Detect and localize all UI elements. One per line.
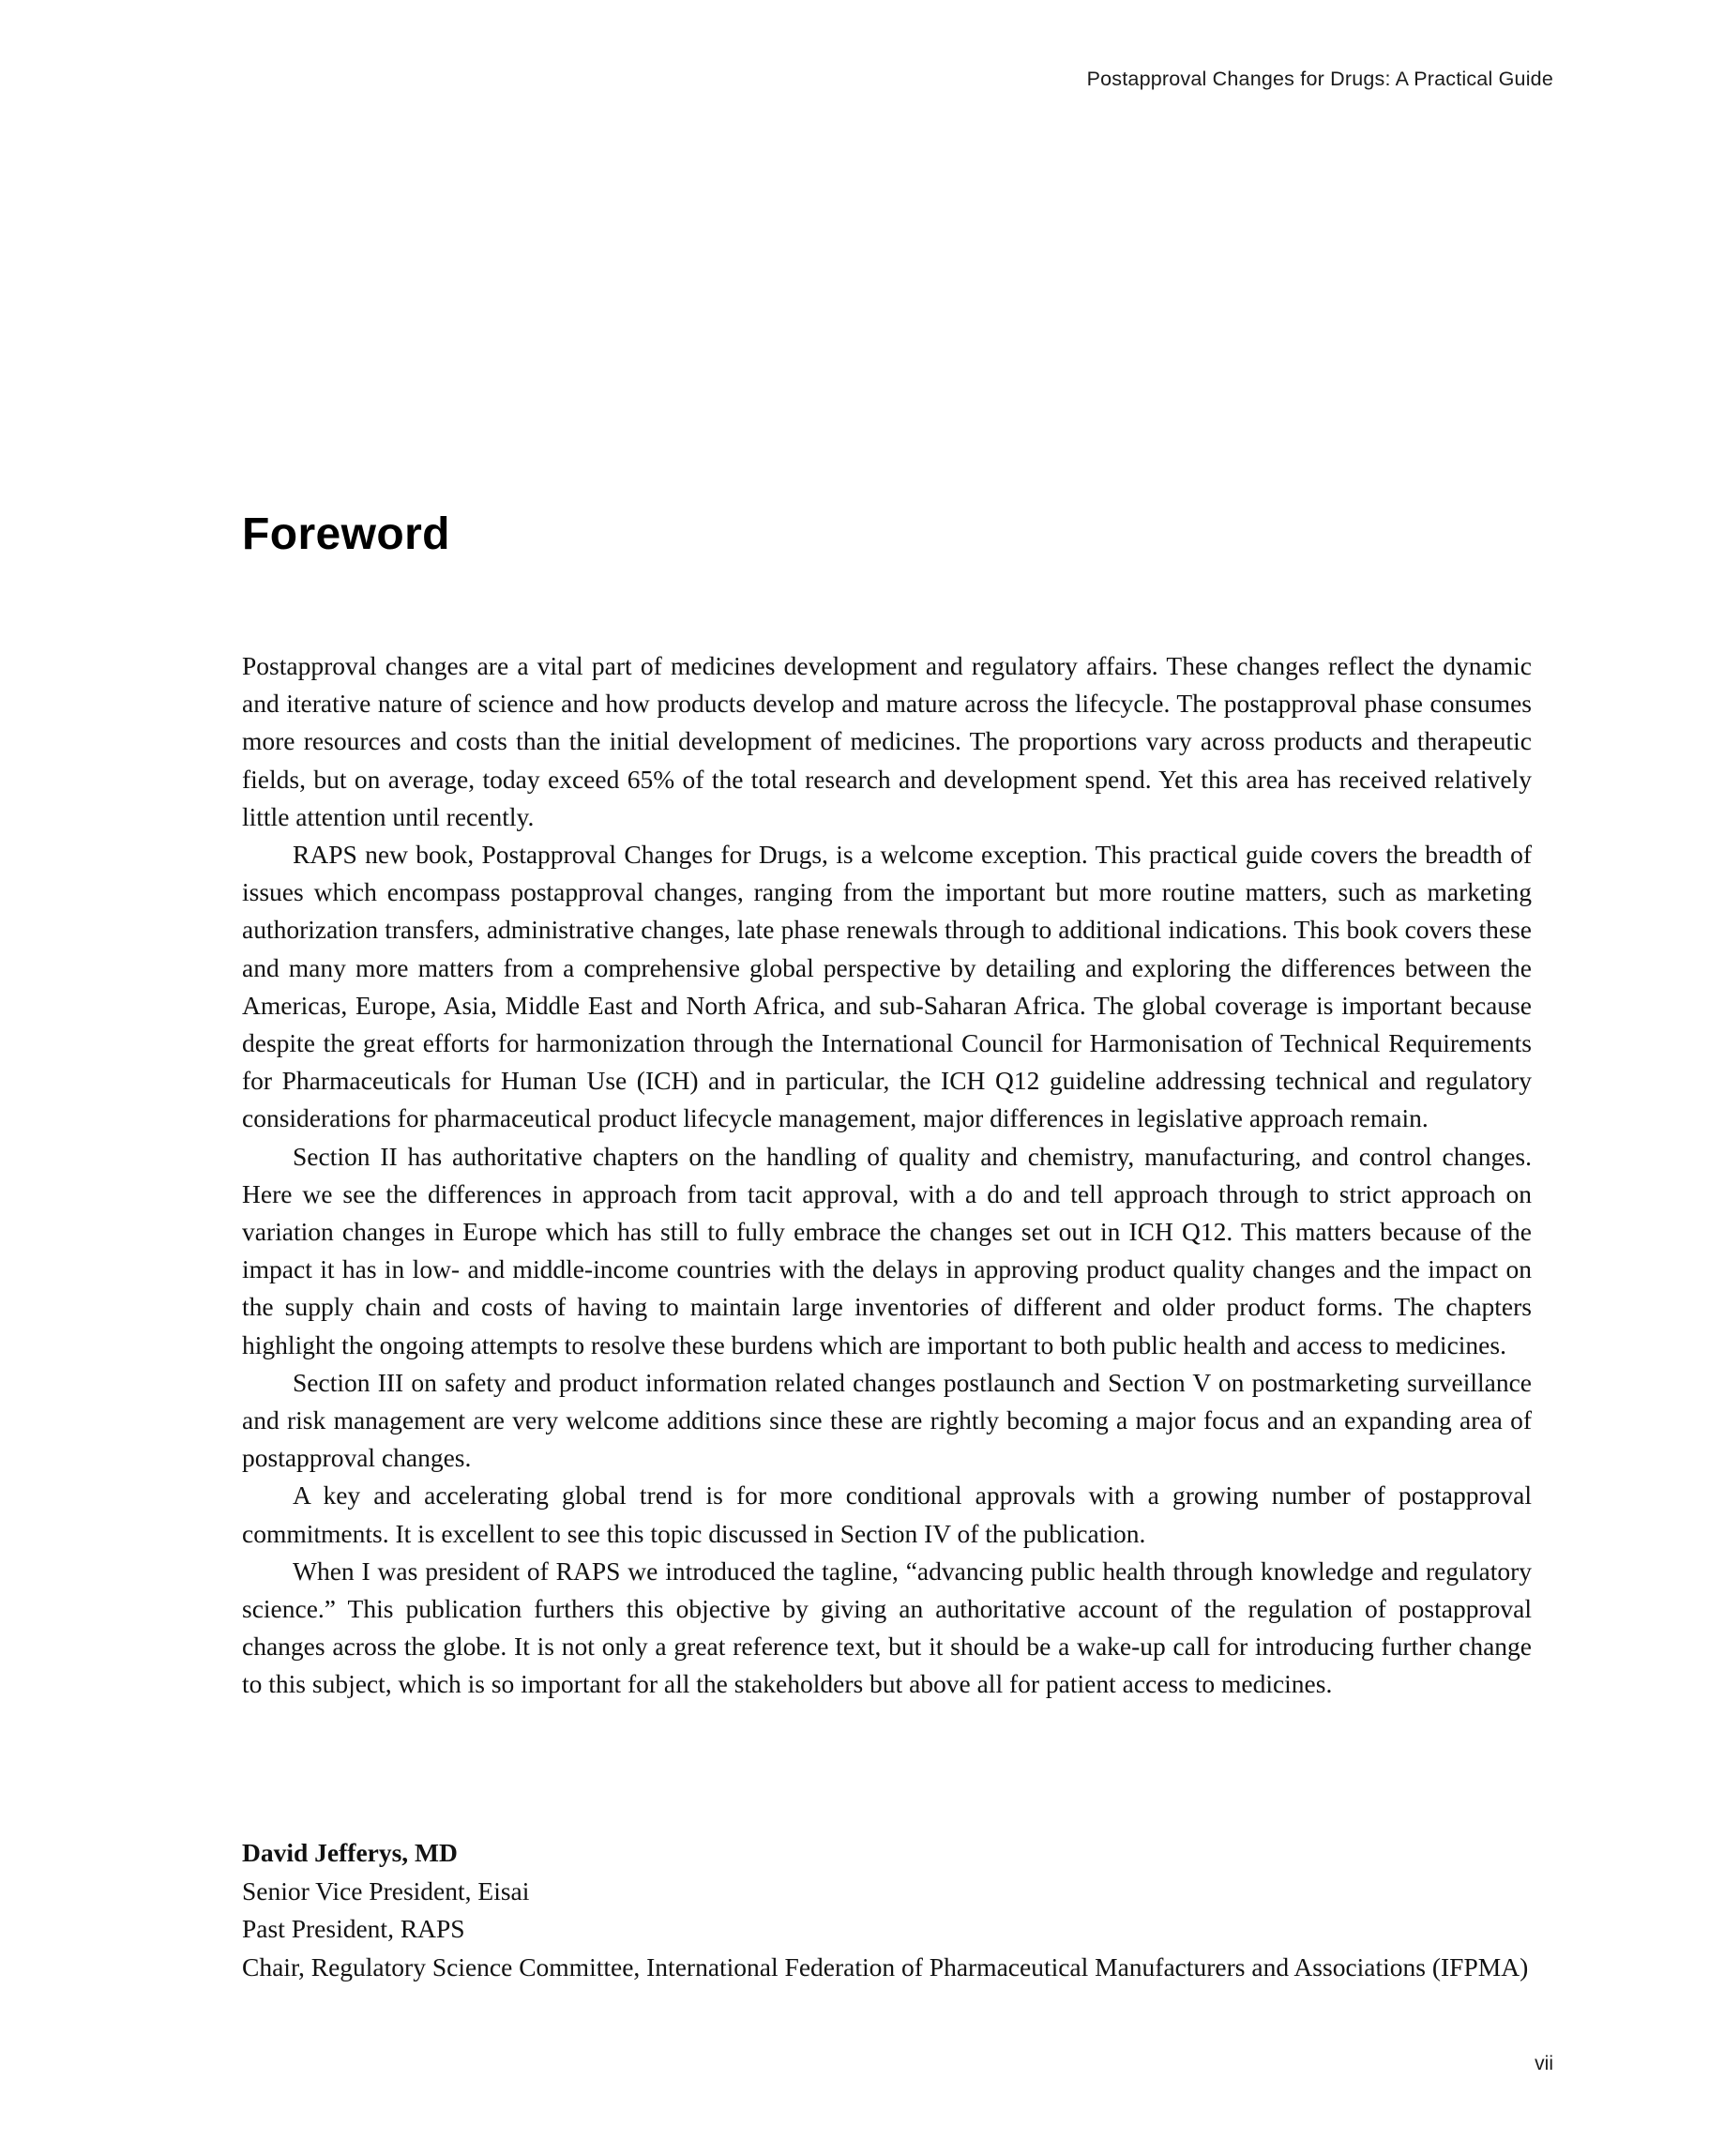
- page-title: Foreword: [242, 509, 450, 560]
- paragraph: Section II has authoritative chapters on the handling of quality and chemistry, manufacturing, and control changes. Here we see the differences in approach from tacit approval, with a do and tell approach through to strict approach on variation changes in Europe which has still to fully embrace the changes set out in ICH Q12. This matters because of the impact it has in low- and middle-income countries with the delays in approving product quality changes and the impact on the supply chain and costs of having to maintain large inventories of different and older product forms. The chapters highlight the ongoing attempts to resolve these burdens which are important to both public health and access to medicines.: [242, 1141, 1532, 1359]
- signature-block: [242, 1834, 1532, 1986]
- paragraph: Section III on safety and product information related changes postlaunch and Section V on postmarketing surveillance and risk management are very welcome additions since these are rightly becoming a major focus and an expanding area of postapproval changes.: [242, 1367, 1532, 1473]
- author-name: David Jefferys, MD: [242, 1838, 458, 1867]
- page-number: vii: [1535, 2053, 1553, 2074]
- author-affiliation: Past President, RAPS: [242, 1914, 465, 1943]
- paragraph: RAPS new book, Postapproval Changes for Drugs, is a welcome exception. This practical guide covers the breadth of issues which encompass postapproval changes, ranging from the important but more routine matters, such as marketing authorization transfers, administrative changes, late phase renewals through to additional indications. This book covers these and many more matters from a comprehensive global perspective by detailing and exploring the differences between the Americas, Europe, Asia, Middle East and North Africa, and sub-Saharan Africa. The global coverage is important because despite the great efforts for harmonization through the International Council for Harmonisation of Technical Requirements for Pharmaceuticals for Human Use (ICH) and in particular, the ICH Q12 guideline addressing technical and regulatory considerations for pharmaceutical product lifecycle management, major differences in legislative approach remain.: [242, 840, 1532, 1133]
- author-committee-role: Chair, Regulatory Science Committee, International Federation of Pharmaceutical Manufacturers and Associations (IFPMA): [242, 1951, 1529, 1981]
- paragraph: A key and accelerating global trend is for more conditional approvals with a growing number of postapproval commitments. It is excellent to see this topic discussed in Section IV of the publication.: [242, 1480, 1532, 1548]
- running-head: Postapproval Changes for Drugs: A Practical Guide: [1086, 68, 1553, 90]
- paragraph: When I was president of RAPS we introduced the tagline, “advancing public health through knowledge and regulatory science.” This publication furthers this objective by giving an authoritative account of the regulation of postapproval changes across the globe. It is not only a great reference text, but it should be a wake-up call for introducing further change to this subject, which is so important for all the stakeholders but above all for patient access to medicines.: [242, 1556, 1532, 1699]
- paragraph: Postapproval changes are a vital part of medicines development and regulatory affairs. These changes reflect the dynamic and iterative nature of science and how products develop and mature across the lifecycle. The postapproval phase consumes more resources and costs than the initial development of medicines. The proportions vary across products and therapeutic fields, but on average, today exceed 65% of the total research and development spend. Yet this area has received relatively little attention until recently.: [242, 651, 1532, 831]
- body-text: [242, 647, 1532, 1704]
- author-title: Senior Vice President, Eisai: [242, 1875, 530, 1905]
